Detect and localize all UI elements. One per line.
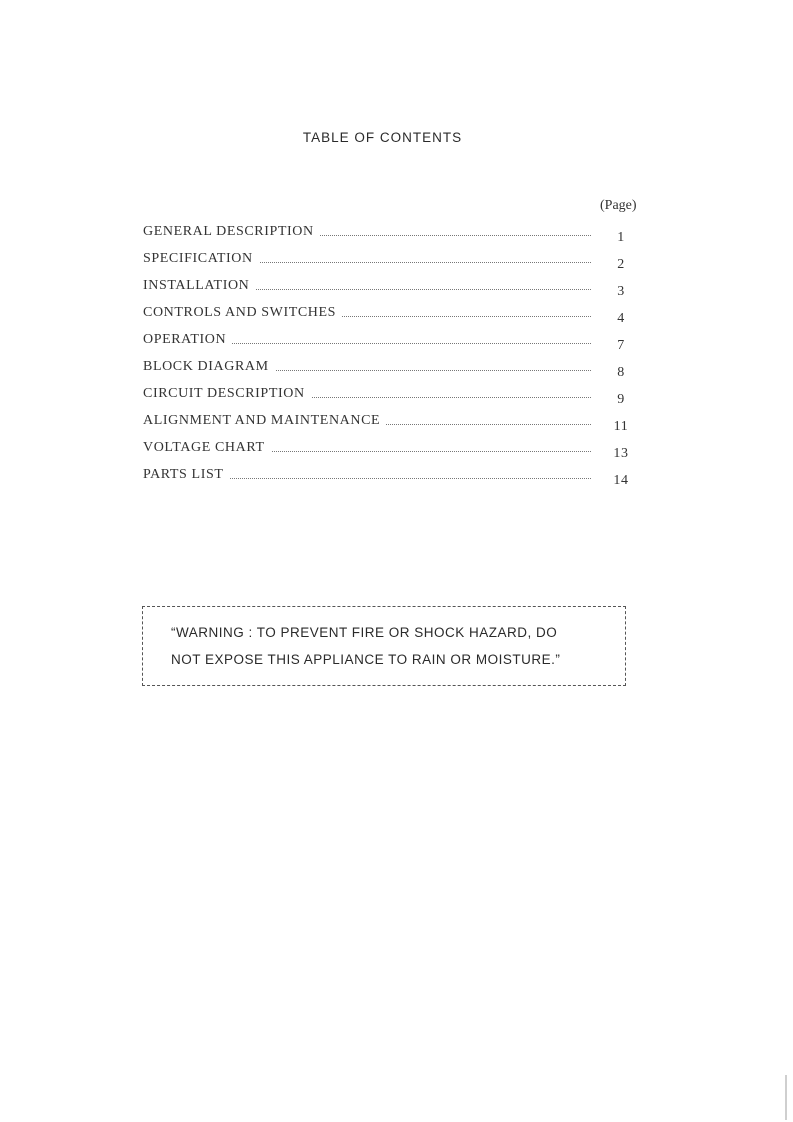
toc-entry: [143, 413, 633, 440]
toc-entry-page: 7: [617, 338, 625, 353]
toc-entry: [143, 251, 633, 278]
toc-entry-page: 4: [617, 311, 625, 326]
toc-entry-label: CIRCUIT DESCRIPTION: [143, 386, 311, 402]
toc-entry-page: 3: [617, 284, 625, 299]
warning-line: “WARNING : TO PREVENT FIRE OR SHOCK HAZARD, DO: [171, 625, 558, 640]
toc-entry-label: PARTS LIST: [143, 467, 230, 483]
toc-entry-label: GENERAL DESCRIPTION: [143, 224, 320, 240]
toc-entry-page: 2: [617, 257, 625, 272]
toc-entry-label: VOLTAGE CHART: [143, 440, 271, 456]
toc-entry-page: 8: [617, 365, 625, 380]
toc-entry-page: 11: [613, 419, 629, 434]
toc-entry-page: 13: [613, 446, 629, 461]
toc-entry: [143, 440, 633, 467]
warning-box: [142, 606, 626, 686]
toc-entry: [143, 332, 633, 359]
toc-entry-page: 9: [617, 392, 625, 407]
toc-entry: [143, 386, 633, 413]
toc-entry: [143, 467, 633, 494]
scan-edge-mark: [785, 1075, 787, 1120]
toc-entry-label: BLOCK DIAGRAM: [143, 359, 275, 375]
toc-entry-label: ALIGNMENT AND MAINTENANCE: [143, 413, 386, 429]
page-title: TABLE OF CONTENTS: [302, 130, 463, 145]
toc-entry-page: 14: [613, 473, 629, 488]
toc-entry-label: CONTROLS AND SWITCHES: [143, 305, 342, 321]
toc-entry: [143, 305, 633, 332]
page-column-header: (Page): [600, 198, 637, 213]
toc-entry-label: OPERATION: [143, 332, 232, 348]
warning-line: NOT EXPOSE THIS APPLIANCE TO RAIN OR MOISTURE.”: [171, 652, 561, 667]
toc-entry: [143, 224, 633, 251]
toc-list: [143, 224, 633, 494]
toc-entry-label: INSTALLATION: [143, 278, 255, 294]
toc-entry-label: SPECIFICATION: [143, 251, 259, 267]
toc-entry: [143, 359, 633, 386]
toc-entry-page: 1: [617, 230, 625, 245]
toc-entry: [143, 278, 633, 305]
